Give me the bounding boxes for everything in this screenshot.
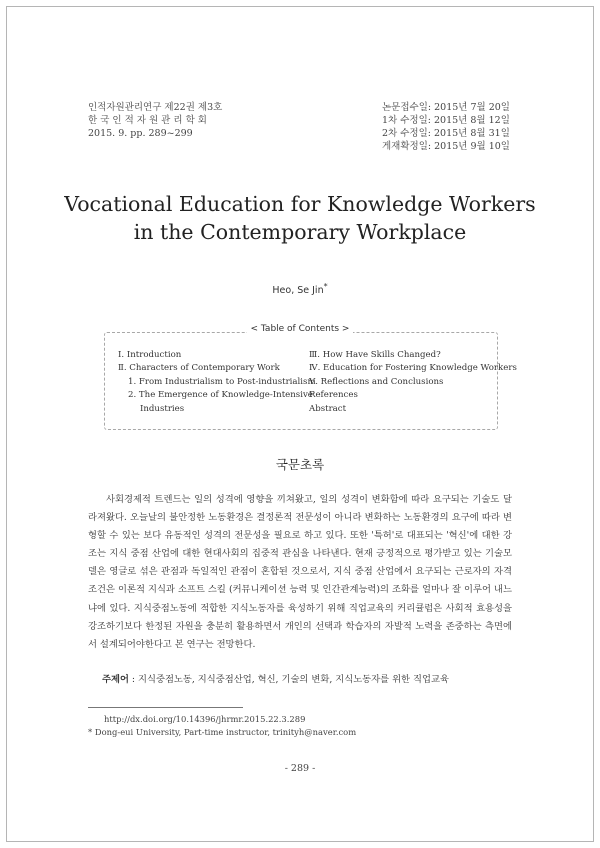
keywords-list: : 지식중점노동, 지식중점산업, 혁신, 기술의 변화, 지식노동자를 위한 직업교육 (131, 674, 449, 685)
title-line: Vocational Education for Knowledge Workers (64, 192, 536, 216)
paper-title (0, 190, 600, 246)
abstract-heading: 국문초록 (275, 457, 325, 472)
toc-item: Industries (140, 403, 185, 414)
author-affiliation-footnote: * Dong-eui University, Part-time instructor, trinityh@naver.com (88, 727, 357, 737)
toc-item: Ⅱ. Characters of Contemporary Work (118, 363, 280, 374)
page-frame-bottom (6, 841, 594, 842)
author (0, 282, 600, 296)
page-frame-left (6, 6, 7, 842)
keywords (102, 671, 449, 685)
toc-left-column (118, 349, 316, 416)
toc-item: Ⅰ. Introduction (118, 350, 182, 360)
author-name: Heo, Se Jin (272, 285, 324, 297)
journal-line: 2015. 9. pp. 289~299 (88, 128, 193, 139)
doi-footnote: http://dx.doi.org/10.14396/jhrmr.2015.22.3.289 (104, 714, 306, 724)
journal-info (88, 101, 222, 140)
toc-item: 1. From Industrialism to Post-industrialism (128, 376, 316, 387)
toc-item: Abstract (309, 403, 347, 414)
keywords-label: 주제어 (102, 674, 129, 685)
footnote-rule (88, 707, 243, 708)
toc-item: References (309, 390, 358, 401)
submission-dates (382, 101, 510, 153)
date-line: 1차 수정일: 2015년 8월 12일 (382, 115, 510, 126)
journal-line: 인적자원관리연구 제22권 제3호 (88, 102, 223, 113)
abstract-body: 사회경제적 트렌드는 일의 성격에 영향을 끼쳐왔고, 일의 성격이 변화함에 따라 요구되는 기술도 달라져왔다. 오늘날의 불안정한 노동환경은 결정론적 전문성이 아니라 변화하는 노동환경의 요구에 따라 변형할 수 있는 보다 유동적인 성격의 전문성을 필요로 하고 있다. 또한 '특허'로 대표되는 '혁신'에 대한 강조는 지식 중점 산업에 대한 현대사회의 집중적 관심을 나타낸다. 현재 긍정적으로 평가받고 있는 기술모델은 영글로 섞은 관점과 독일적인 관점이 혼합된 것으로서, 지식 중점 산업에서 요구되는 근로자의 자격조건은 이론적 지식과 소프트 스킬 (커뮤니케이션 능력 및 인간관계능력)의 조화를 얼마나 잘 이루어 내느냐에 있다. 지식중점노동에 적합한 지식노동자를 육성하기 위해 직업교육의 커리큘럼은 사회적 효용성을 강조하기보다 한정된 자원을 충분히 활용하면서 개인의 선택과 학습자의 자발적 노력을 존중하는 측면에서 설계되어야한다고 본 연구는 전망한다. (88, 494, 512, 650)
toc-item: 2. The Emergence of Knowledge-Intensive (128, 390, 313, 401)
page-frame-right (593, 6, 594, 842)
toc-item: Ⅳ. Education for Fostering Knowledge Workers (309, 363, 517, 374)
toc-right-column (309, 349, 517, 416)
page-frame-top (6, 6, 594, 7)
date-line: 논문접수일: 2015년 7월 20일 (382, 102, 510, 113)
author-footnote-mark: * (323, 282, 328, 291)
toc-item: Ⅲ. How Have Skills Changed? (309, 350, 441, 360)
journal-line: 한 국 인 적 자 원 관 리 학 회 (88, 115, 207, 126)
date-line: 2차 수정일: 2015년 8월 31일 (382, 128, 510, 139)
toc-title: < Table of Contents > (0, 324, 600, 334)
title-line: in the Contemporary Workplace (133, 220, 467, 244)
page-number: - 289 - (284, 763, 316, 774)
toc-item: Ⅴ. Reflections and Conclusions (309, 376, 444, 387)
date-line: 게재확정일: 2015년 9월 10일 (382, 141, 510, 152)
